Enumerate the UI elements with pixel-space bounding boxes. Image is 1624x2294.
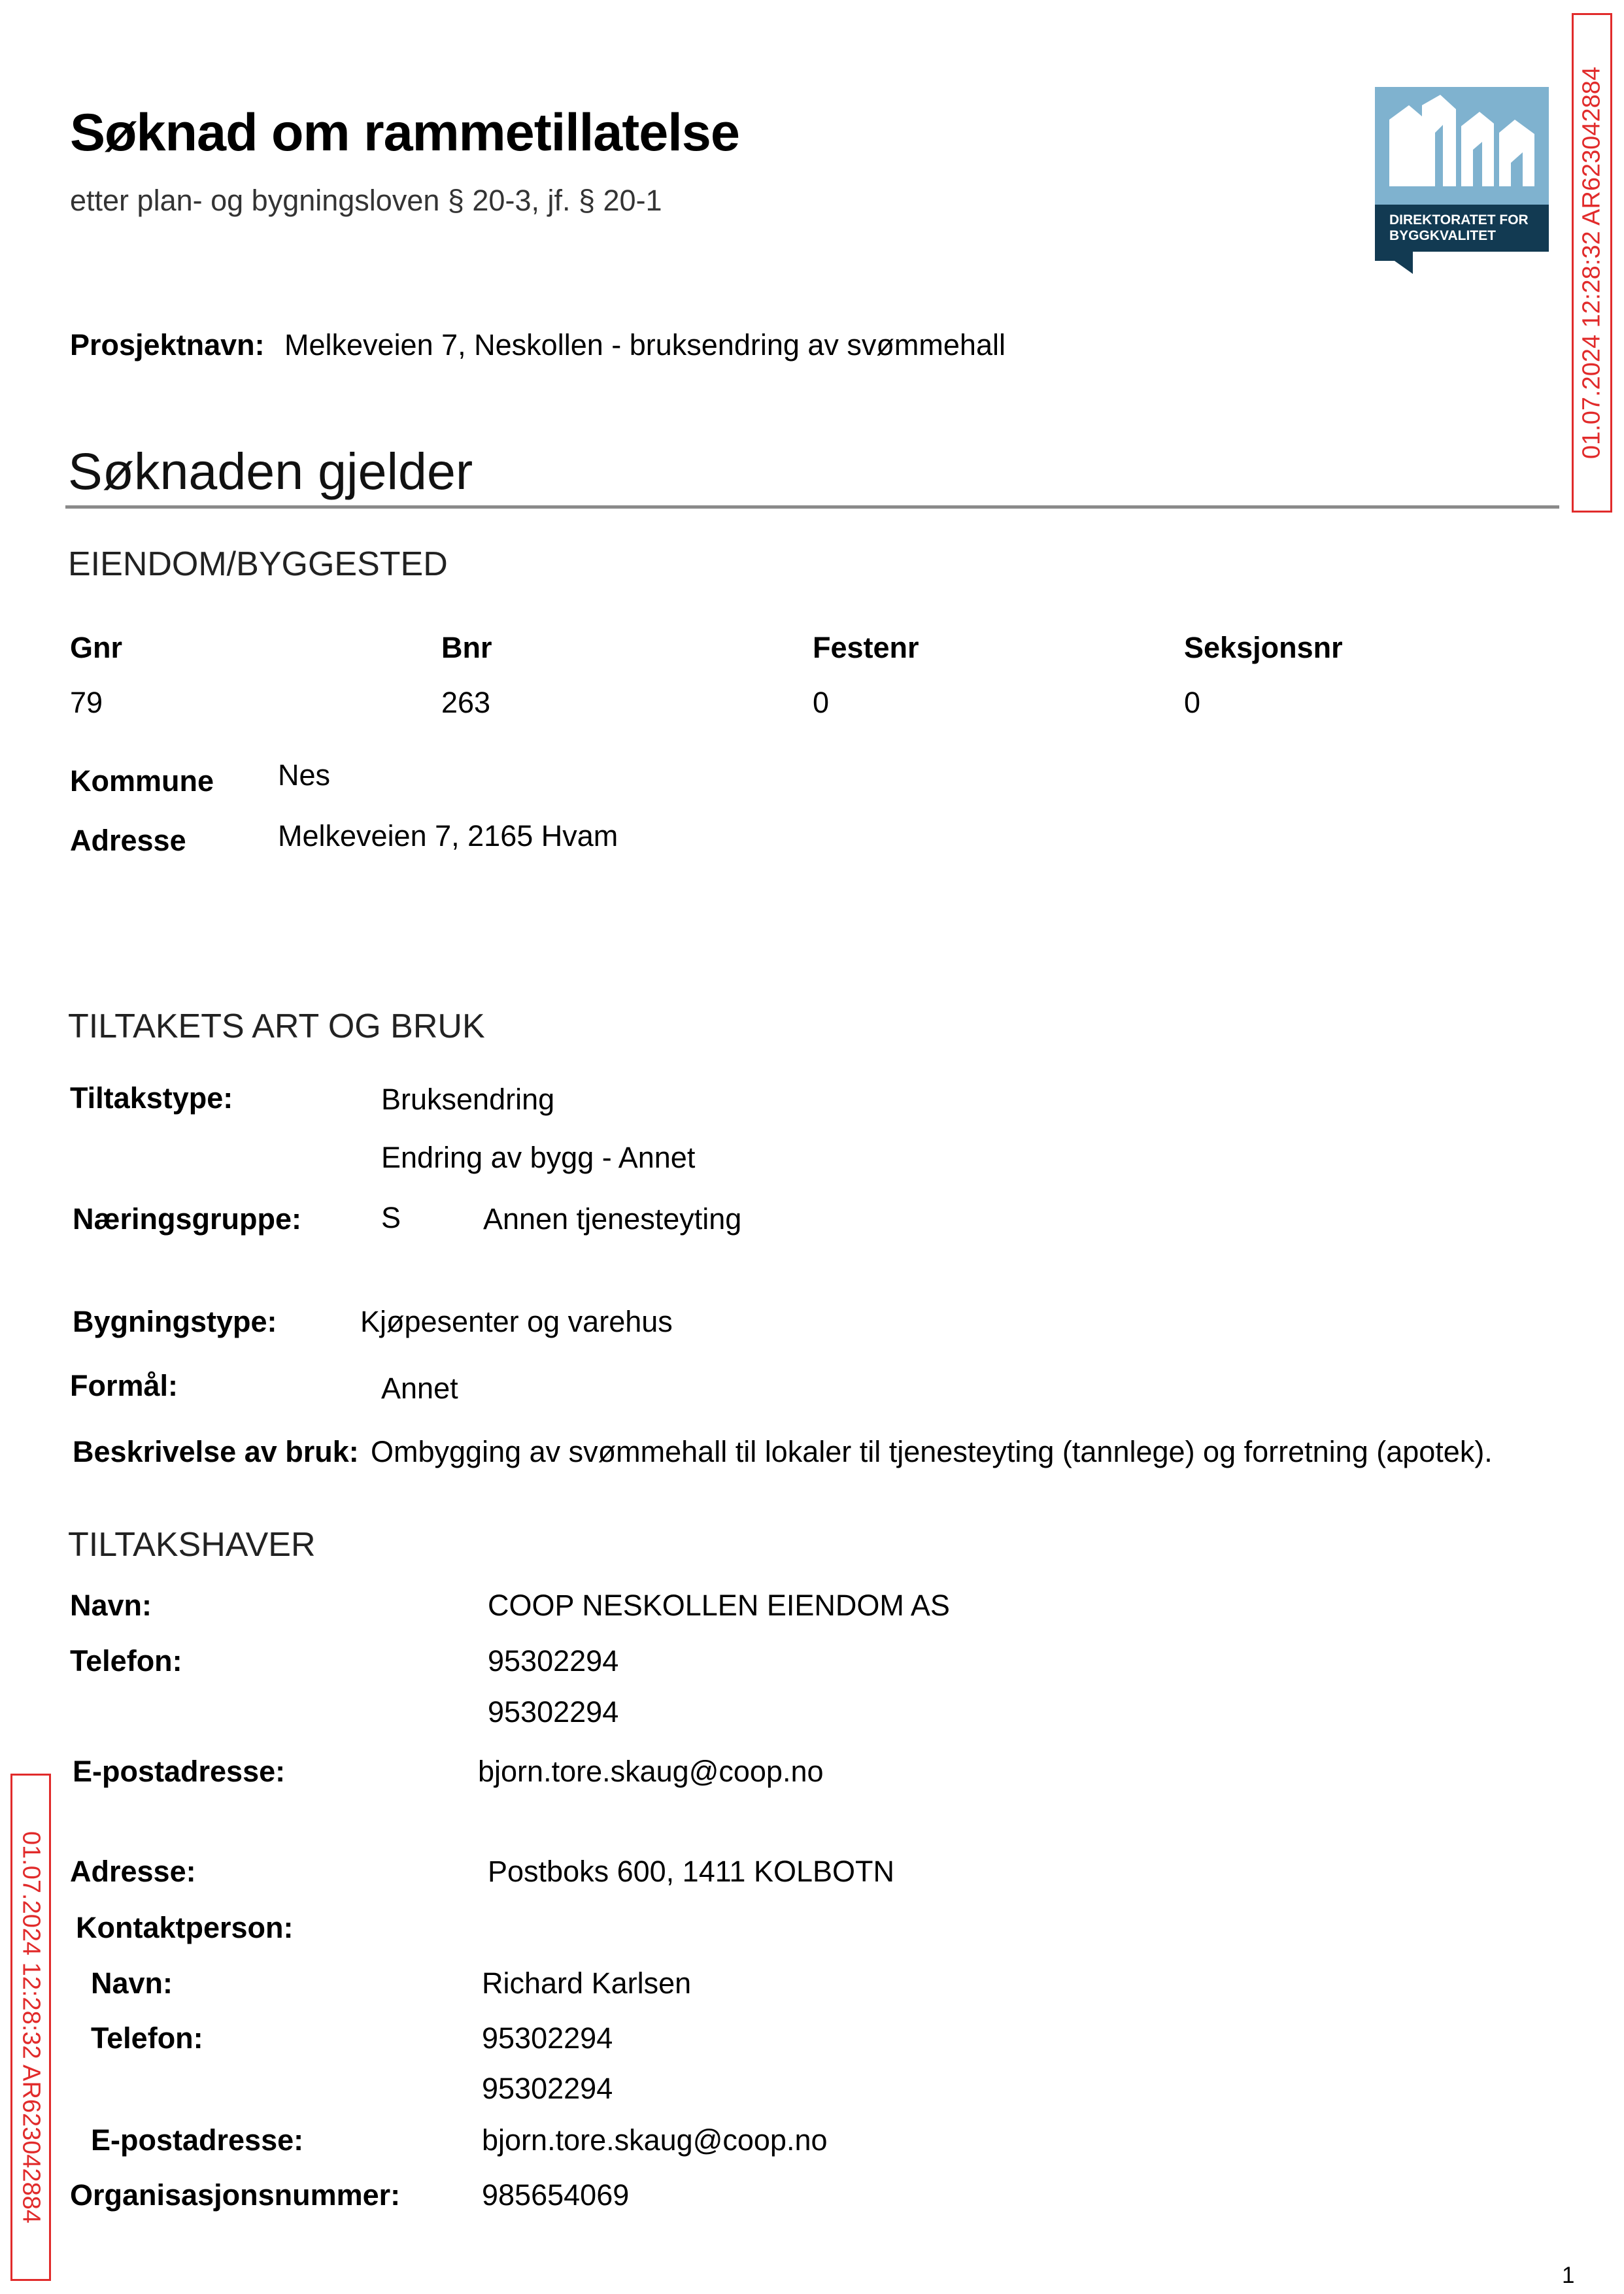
logo-text: DIREKTORATET FOR BYGGKVALITET	[1389, 212, 1529, 243]
contact-name-label: Navn:	[91, 1966, 173, 2000]
owner-phone-value-1: 95302294	[488, 1644, 619, 1678]
owner-heading: TILTAKSHAVER	[68, 1526, 316, 1564]
festenr-value: 0	[813, 686, 830, 719]
adresse-label: Adresse	[70, 824, 186, 857]
tiltakstype-value-2: Endring av bygg - Annet	[381, 1141, 696, 1174]
naeringsgruppe-value: Annen tjenesteyting	[483, 1202, 742, 1236]
contact-email-value: bjorn.tore.skaug@coop.no	[482, 2123, 828, 2157]
seksjonsnr-value: 0	[1184, 686, 1201, 719]
festenr-label: Festenr	[813, 631, 919, 664]
contact-name-value: Richard Karlsen	[482, 1966, 692, 2000]
org-number-value: 985654069	[482, 2178, 630, 2212]
owner-name-label: Navn:	[70, 1589, 152, 1622]
project-name-label: Prosjektnavn:	[70, 328, 265, 362]
contact-phone-value-2: 95302294	[482, 2072, 613, 2105]
owner-address-value: Postboks 600, 1411 KOLBOTN	[488, 1855, 895, 1888]
formal-value: Annet	[381, 1372, 458, 1405]
contact-person-label: Kontaktperson:	[76, 1911, 294, 1944]
gnr-label: Gnr	[70, 631, 123, 664]
owner-phone-value-2: 95302294	[488, 1695, 619, 1729]
beskrivelse-value: Ombygging av svømmehall til lokaler til tjenesteyting (tannlege) og forretning (apotek).	[371, 1435, 1493, 1468]
bygningstype-value: Kjøpesenter og varehus	[360, 1305, 673, 1338]
owner-email-label: E-postadresse:	[73, 1755, 286, 1788]
adresse-value: Melkeveien 7, 2165 Hvam	[278, 819, 618, 852]
page-number: 1	[1562, 2263, 1575, 2288]
naeringsgruppe-label: Næringsgruppe:	[73, 1202, 302, 1236]
date-stamp-right-text: 01.07.2024 12:28:32 AR623042884	[1578, 66, 1606, 460]
kommune-label: Kommune	[70, 764, 214, 798]
seksjonsnr-label: Seksjonsnr	[1184, 631, 1343, 664]
date-stamp-left-text: 01.07.2024 12:28:32 AR623042884	[17, 1830, 45, 2224]
tiltakstype-value-1: Bruksendring	[381, 1083, 555, 1116]
section-heading: Søknaden gjelder	[68, 442, 473, 500]
tiltakstype-label: Tiltakstype:	[70, 1081, 233, 1115]
beskrivelse-label: Beskrivelse av bruk:	[73, 1435, 359, 1468]
owner-phone-label: Telefon:	[70, 1644, 182, 1678]
kommune-value: Nes	[278, 758, 331, 792]
dibk-logo-icon	[1375, 87, 1549, 274]
bnr-value: 263	[441, 686, 491, 719]
document-title: Søknad om rammetillatelse	[70, 103, 739, 162]
date-stamp-right	[1572, 13, 1612, 513]
formal-label: Formål:	[70, 1369, 178, 1402]
contact-phone-value-1: 95302294	[482, 2021, 613, 2055]
contact-phone-label: Telefon:	[91, 2021, 203, 2055]
owner-name-value: COOP NESKOLLEN EIENDOM AS	[488, 1589, 950, 1622]
property-heading: EIENDOM/BYGGESTED	[68, 545, 448, 583]
bygningstype-label: Bygningstype:	[73, 1305, 277, 1338]
gnr-value: 79	[70, 686, 103, 719]
owner-email-value: bjorn.tore.skaug@coop.no	[478, 1755, 824, 1788]
bnr-label: Bnr	[441, 631, 492, 664]
measure-heading: TILTAKETS ART OG BRUK	[68, 1007, 485, 1045]
contact-email-label: E-postadresse:	[91, 2123, 304, 2157]
owner-address-label: Adresse:	[70, 1855, 196, 1888]
naeringsgruppe-code: S	[381, 1201, 401, 1234]
document-subtitle: etter plan- og bygningsloven § 20-3, jf. § 20-1	[70, 184, 662, 217]
org-number-label: Organisasjonsnummer:	[70, 2178, 401, 2212]
project-name-value: Melkeveien 7, Neskollen - bruksendring av svømmehall	[284, 328, 1006, 362]
section-divider	[65, 505, 1559, 509]
date-stamp-left	[10, 1774, 51, 2281]
